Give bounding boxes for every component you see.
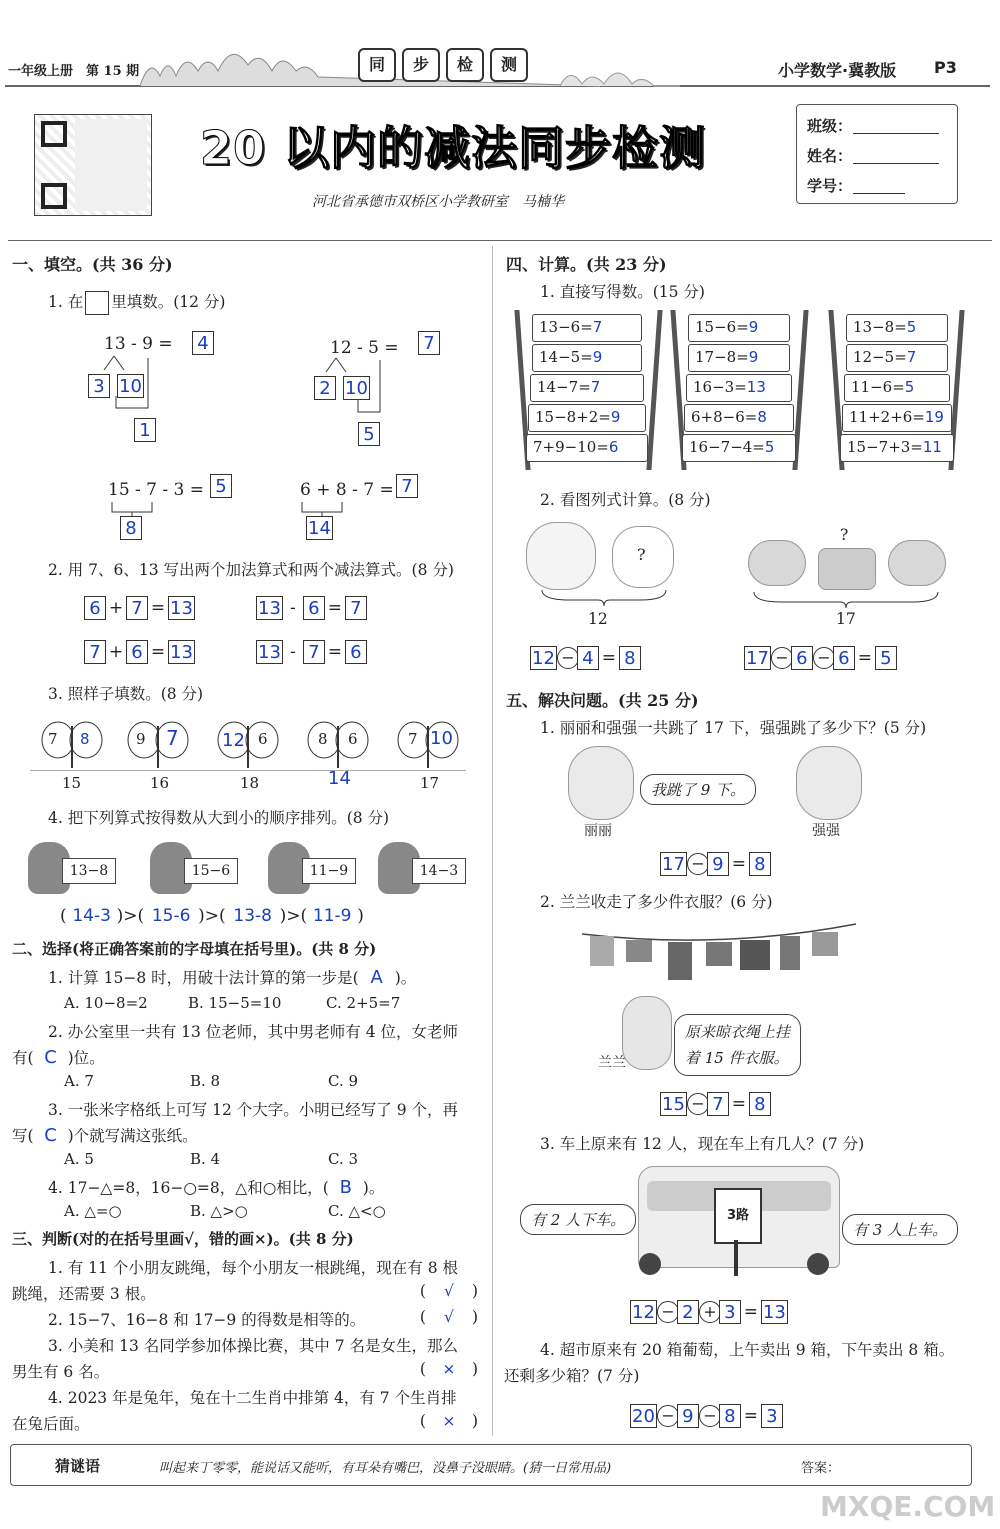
s5-q2-label: 2. 兰兰收走了多少件衣服？(6 分) [540,893,773,911]
q2-row-1: 6 + 7 = 13 [84,596,195,620]
id-field[interactable] [853,193,905,194]
s2-q4-options: A. △=○ B. △>○ C. △<○ [64,1202,386,1220]
judge-4: 4. 2023 年是兔年，兔在十二生肖中排第 4，有 7 个生肖排 [48,1389,457,1407]
s5-q3-eq: 12 − 2 + 3 = 13 [632,1302,786,1323]
speech-bubble: 我跳了 9 下。 [640,774,756,805]
section-2-title: 二、选择(将正确答案前的字母填在括号里)。(共 8 分) [12,940,377,958]
steamer-image [818,548,876,590]
q1-label: 1. 在 里填数。(12 分) [48,290,225,315]
s2-q3-options: A. 5 B. 4 C. 3 [64,1150,359,1168]
name-label: 姓名： [807,147,853,165]
id-label: 学号： [807,177,853,195]
q1-mid-4[interactable]: 14 [308,518,331,539]
s5-q3-label: 3. 车上原来有 12 人，现在车上有几人？(7 分) [540,1135,865,1153]
steamer-image [888,540,946,586]
q2-label: 2. 用 7、6、13 写出两个加法算式和两个减法算式。(8 分) [48,561,454,579]
s4-q1-label: 1. 直接写得数。(15 分) [540,283,705,301]
speech-bubble: 原来晾衣绳上挂 着 15 件衣服。 [674,1014,801,1076]
s2-q2: 2. 办公室里一共有 13 位老师，其中男老师有 4 位，女老师 [48,1023,459,1041]
subject-label: 小学数学·冀教版 [778,61,897,80]
s4-q2-eq-left: 12 − 4 = 8 [530,646,641,670]
riddle-answer-label: 答案： [801,1461,841,1476]
banner [358,48,528,82]
judge-1: 1. 有 11 个小朋友跳绳，每个小朋友一根跳绳，现在有 8 根 [48,1259,459,1277]
page-number: P3 [934,58,957,77]
banner-char: 测 [490,48,528,82]
q2-row-2: 13 - 6 = 7 [256,596,367,620]
s2-q1-options: A. 10−8=2 B. 15−5=10 C. 2+5=7 [64,994,401,1012]
q1-mid-2[interactable]: 5 [358,422,380,446]
ladder-2: 15−6=9 17−8=9 16−3=13 6+8−6=8 16−7−4=5 [670,310,810,470]
qr-code [34,114,152,216]
watermark: MXQE.COM [820,1490,996,1523]
s5-q2-eq: 15 − 7 = 8 [660,1092,771,1116]
judge-2: 2. 15−7、16−8 和 17−9 的得数是相等的。 ( √ ) [48,1308,478,1329]
q3-item: 9 7 16 [126,716,190,796]
speech-bubble: 有 3 人上车。 [842,1214,958,1245]
ladder-1: 13−6=7 14−5=9 14−7=7 15−8+2=9 7+9−10=6 [514,310,664,470]
q1-split-2a[interactable]: 2 [314,376,336,400]
banner-char: 同 [358,48,396,82]
ladder-3: 13−8=5 12−5=7 11−6=5 11+2+6=19 15−7+3=11 [828,310,968,470]
q1-expr-1: 13 - 9 = [104,334,173,354]
q1-answer-3[interactable]: 5 [210,474,232,498]
column-divider [492,246,493,1436]
section-5-title: 五、解决问题。(共 25 分) [506,691,699,710]
q1-split-1a[interactable]: 3 [88,374,110,398]
s5-q1-label: 1. 丽丽和强强一共跳了 17 下，强强跳了多少下？(5 分) [540,719,927,737]
bear-card: 14−3 [378,842,468,896]
author-line: 河北省承德市双桥区小学教研室 马楠华 [312,194,564,210]
hands-total: 12 [588,610,608,628]
s2-q4: 4. 17−△=8，16−○=8，△和○相比，( B )。 [48,1177,385,1198]
closed-hand-image: ? [612,526,674,588]
name-field[interactable] [853,163,939,164]
q1-mid-1[interactable]: 1 [134,418,156,442]
section-1-title: 一、填空。(共 36 分) [12,255,173,274]
q1-expr-4: 6 + 8 - 7 = [300,480,394,500]
q1-mid-3[interactable]: 8 [120,516,142,540]
page-title: 20 以内的减法同步检测 [200,121,707,175]
boy-jumping-rope-image [796,746,862,820]
q3-label: 3. 照样子填数。(8 分) [48,685,204,703]
s4-q2-eq-right: 17 − 6 − 6 = 5 [744,646,897,670]
q1-expr-3: 15 - 7 - 3 = [108,480,205,500]
q4-order: ( 14-3 )>( 15-6 )>( 13-8 )>( 11-9 ) [60,906,364,926]
s5-q1-eq: 17 − 9 = 8 [660,852,771,876]
q1-split-2b[interactable]: 10 [345,378,368,399]
judge-3: 3. 小美和 13 名同学参加体操比赛，其中 7 名是女生，那么 [48,1337,459,1355]
q1-answer-4[interactable]: 7 [396,474,418,498]
s4-q2-label: 2. 看图列式计算。(8 分) [540,491,711,509]
section-3-title: 三、判断(对的在括号里画√，错的画×)。(共 8 分) [12,1230,354,1248]
s2-q1: 1. 计算 15−8 时，用破十法计算的第一步是( A )。 [48,967,417,988]
bear-card: 11−9 [268,842,358,896]
clothesline-image [580,920,860,990]
class-field[interactable] [853,133,939,134]
riddle-tag: 猜谜语 [55,1457,101,1475]
q1-split-1b[interactable]: 10 [119,376,142,397]
q3-item: 7 10 17 [396,716,460,796]
section-4-title: 四、计算。(共 23 分) [506,255,667,274]
steamers-total: 17 [836,610,856,628]
q2-row-3: 7 + 6 = 13 [84,640,195,664]
bear-card: 15−6 [150,842,240,896]
speech-bubble: 有 2 人下车。 [520,1204,636,1235]
bus-stop-sign: 3路 [714,1188,762,1244]
header-bar [0,40,1000,92]
q3-item: 12 6 18 [216,716,280,796]
banner-char: 步 [402,48,440,82]
student-info-box [796,104,958,204]
s2-q2-options: A. 7 B. 8 C. 9 [64,1072,359,1090]
girl-jumping-rope-image [568,746,634,820]
q4-label: 4. 把下列算式按得数从大到小的顺序排列。(8 分) [48,809,390,827]
s2-q3: 3. 一张米字格纸上可写 12 个大字。小明已经写了 9 个，再 [48,1101,459,1119]
riddle-footer [10,1444,972,1486]
q1-answer-1[interactable]: 4 [192,331,214,355]
issue-label: 一年级上册 第 15 期 [8,64,140,79]
bear-card: 13−8 [28,842,118,896]
girl-lanlan-image [622,996,672,1070]
banner-char: 检 [446,48,484,82]
q2-row-4: 13 - 7 = 6 [256,640,367,664]
class-label: 班级： [807,117,853,135]
steamer-image [748,540,806,586]
q1-expr-2: 12 - 5 = [330,338,399,358]
s5-q4-eq: 20 − 9 − 8 = 3 [630,1404,783,1428]
riddle-text: 叫起来丁零零，能说话又能听，有耳朵有嘴巴，没鼻子没眼睛。(猜一日常用品) [159,1461,612,1476]
q1-answer-2[interactable]: 7 [418,331,440,355]
q3-item: 7 8 15 [40,716,104,796]
s5-q4-label: 4. 超市原来有 20 箱葡萄，上午卖出 9 箱，下午卖出 8 箱。 [540,1341,955,1359]
hand-with-pieces-image [526,522,596,590]
q3-item: 8 6 14 [306,716,370,796]
